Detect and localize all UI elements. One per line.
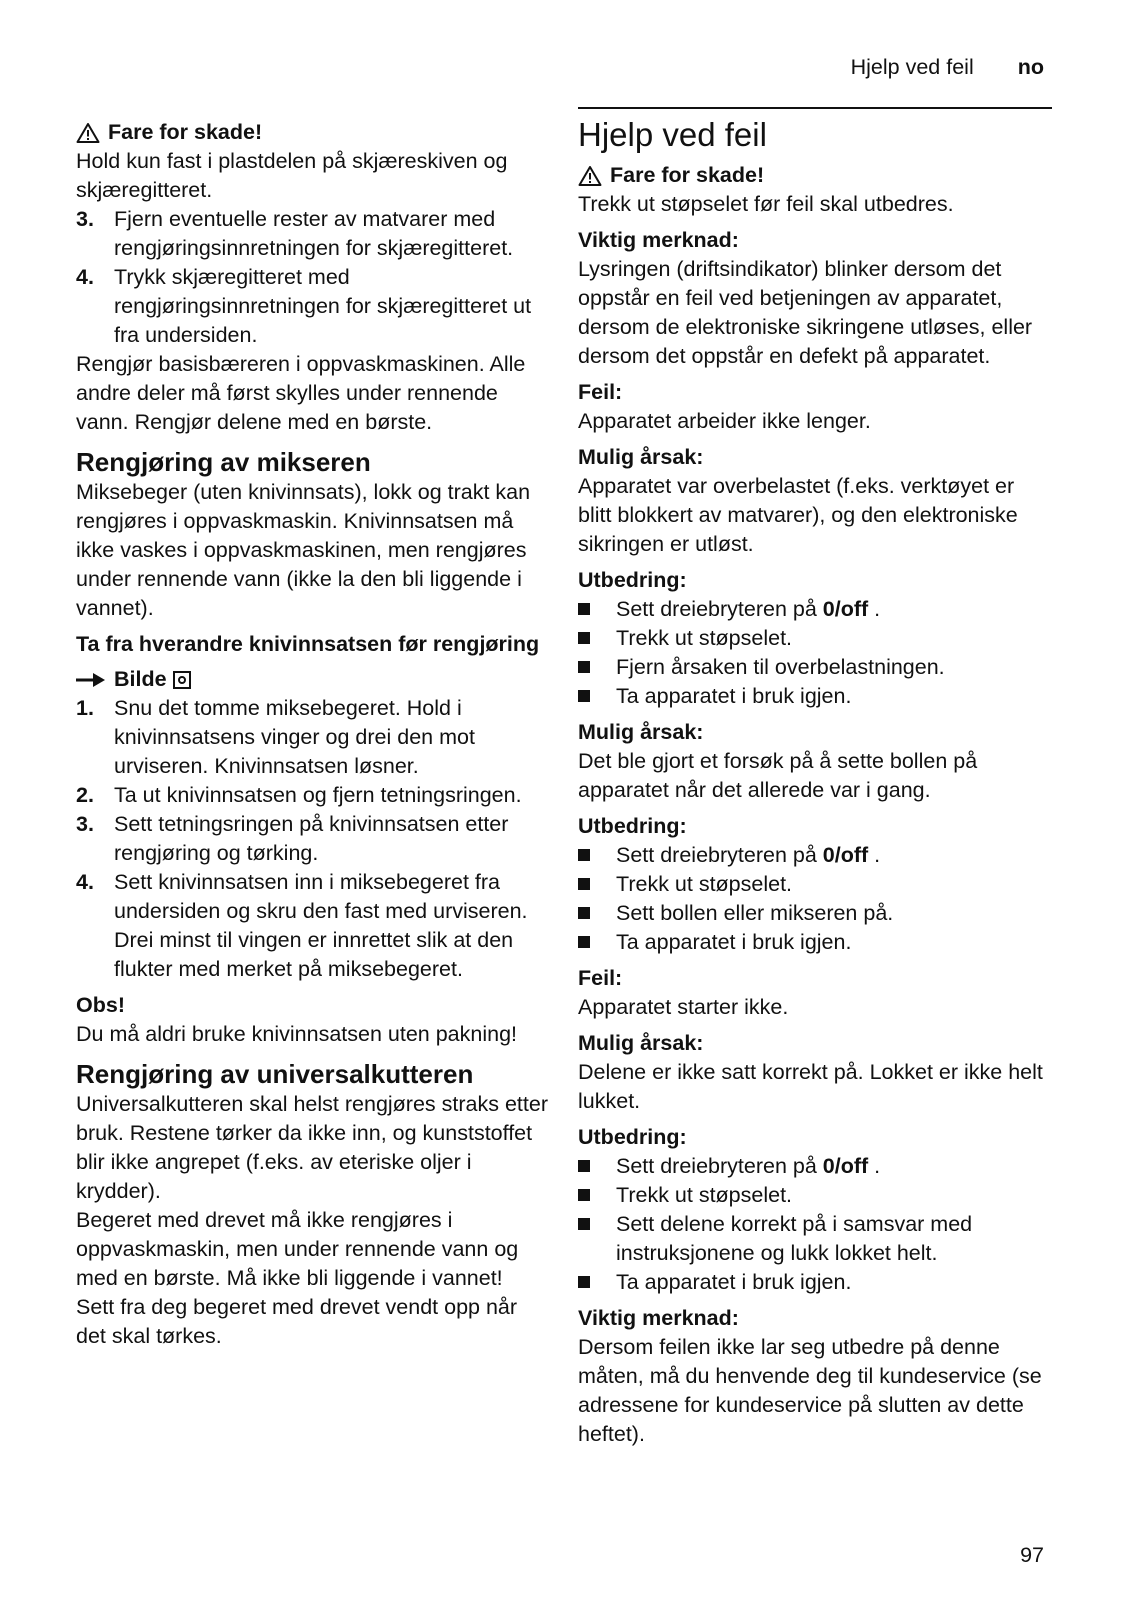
warning-heading bbox=[578, 161, 1052, 190]
steps-list-a bbox=[76, 205, 550, 350]
page-title: Hjelp ved feil bbox=[578, 116, 767, 153]
cause-heading: Mulig årsak: bbox=[578, 445, 704, 469]
right-column bbox=[578, 107, 1052, 1449]
list-item bbox=[578, 682, 1052, 711]
fix-item: Trekk ut støpselet. bbox=[616, 872, 793, 896]
square-bullet-icon bbox=[578, 653, 616, 682]
section-rule bbox=[578, 107, 1052, 109]
square-bullet-icon bbox=[578, 899, 616, 928]
note-heading: Viktig merknad: bbox=[578, 228, 739, 252]
arrow-right-icon bbox=[76, 673, 106, 687]
list-item bbox=[578, 1181, 1052, 1210]
fix-item: Fjern årsaken til overbelastningen. bbox=[616, 655, 945, 679]
square-bullet-icon bbox=[578, 595, 616, 624]
fix-item: Sett delene korrekt på i samsvar med instruksjonene og lukk lokket helt. bbox=[616, 1212, 973, 1265]
cleaning-paragraph: Rengjør basisbæreren i oppvaskmaskinen. Alle andre deler må først skylles under rennende vann. Rengjør delene med en børste. bbox=[76, 352, 526, 434]
step-number: 3. bbox=[76, 812, 94, 836]
warning-title: Fare for skade! bbox=[610, 163, 765, 187]
step-number: 1. bbox=[76, 696, 94, 720]
list-item bbox=[578, 595, 1052, 624]
square-bullet-icon bbox=[578, 1210, 616, 1268]
cause-heading: Mulig årsak: bbox=[578, 1031, 704, 1055]
list-item bbox=[76, 694, 550, 781]
list-item bbox=[76, 263, 550, 350]
obs-text: Du må aldri bruke knivinnsatsen uten pakning! bbox=[76, 1022, 518, 1046]
square-bullet-icon bbox=[578, 1181, 616, 1210]
fix-list bbox=[578, 1152, 1052, 1297]
list-item bbox=[76, 868, 550, 984]
fault-heading: Feil: bbox=[578, 966, 623, 990]
steps-list-b bbox=[76, 694, 550, 984]
fix-item: Sett bollen eller mikseren på. bbox=[616, 901, 894, 925]
step-text: Trykk skjæregitteret med rengjøringsinnretningen for skjæregitteret ut fra undersiden. bbox=[114, 265, 532, 347]
square-bullet-icon bbox=[578, 841, 616, 870]
fix-item: Trekk ut støpselet. bbox=[616, 626, 793, 650]
square-bullet-icon bbox=[578, 682, 616, 711]
mixer-paragraph: Miksebeger (uten knivinnsats), lokk og trakt kan rengjøres i oppvaskmaskin. Knivinnsatsen må ikke vaskes i oppvaskmaskinen, men rengjøres under rennende vann (ikke la den bli liggende i vannet). bbox=[76, 480, 531, 620]
fault-heading: Feil: bbox=[578, 380, 623, 404]
header-section-title: Hjelp ved feil bbox=[850, 54, 974, 79]
figure-box-icon bbox=[173, 671, 191, 689]
warning-title: Fare for skade! bbox=[108, 120, 263, 144]
fix-item: Sett dreiebryteren på 0/off . bbox=[616, 1154, 881, 1178]
list-item bbox=[76, 205, 550, 263]
fix-item: Ta apparatet i bruk igjen. bbox=[616, 930, 852, 954]
step-number: 2. bbox=[76, 783, 94, 807]
cause-heading: Mulig årsak: bbox=[578, 720, 704, 744]
page-number: 97 bbox=[1020, 1543, 1044, 1567]
note-text: Lysringen (driftsindikator) blinker dersom det oppstår en feil ved betjeningen av apparatet, dersom de elektroniske sikringene utløses, eller dersom det oppstår en defekt på apparatet. bbox=[578, 257, 1033, 368]
fix-heading: Utbedring: bbox=[578, 1125, 687, 1149]
note-heading: Viktig merknad: bbox=[578, 1306, 739, 1330]
square-bullet-icon bbox=[578, 624, 616, 653]
cutter-paragraph-3: Sett fra deg begeret med drevet vendt opp når det skal tørkes. bbox=[76, 1295, 518, 1348]
header-language-code: no bbox=[1017, 54, 1044, 79]
fix-heading: Utbedring: bbox=[578, 568, 687, 592]
step-text: Fjern eventuelle rester av matvarer med rengjøringsinnretningen for skjæregitteret. bbox=[114, 207, 514, 260]
step-number: 4. bbox=[76, 870, 94, 894]
list-item bbox=[578, 1268, 1052, 1297]
fix-item: Ta apparatet i bruk igjen. bbox=[616, 1270, 852, 1294]
list-item bbox=[578, 624, 1052, 653]
fix-item: Ta apparatet i bruk igjen. bbox=[616, 684, 852, 708]
cutter-section-title: Rengjøring av universalkutteren bbox=[76, 1059, 474, 1089]
cutter-paragraph-2: Begeret med drevet må ikke rengjøres i oppvaskmaskin, men under rennende vann og med en børste. Må ikke bli liggende i vannet! bbox=[76, 1208, 519, 1290]
warning-text: Trekk ut støpselet før feil skal utbedres. bbox=[578, 192, 954, 216]
fix-item: Sett dreiebryteren på 0/off . bbox=[616, 843, 881, 867]
square-bullet-icon bbox=[578, 1152, 616, 1181]
step-text: Sett knivinnsatsen inn i miksebegeret fra undersiden og skru den fast med urviseren. Drei minst til vingen er innrettet slik at den flukter med merket på miksebegeret. bbox=[114, 870, 528, 981]
list-item bbox=[578, 841, 1052, 870]
note-text: Dersom feilen ikke lar seg utbedre på denne måten, må du henvende deg til kundeservice (se adressene for kundeservice på slutten av dette heftet). bbox=[578, 1335, 1042, 1446]
fix-heading: Utbedring: bbox=[578, 814, 687, 838]
disassemble-heading: Ta fra hverandre knivinnsatsen før rengjøring bbox=[76, 632, 540, 656]
step-text: Sett tetningsringen på knivinnsatsen etter rengjøring og tørking. bbox=[114, 812, 509, 865]
figure-reference bbox=[76, 665, 550, 694]
step-number: 3. bbox=[76, 207, 94, 231]
cutter-paragraph-1: Universalkutteren skal helst rengjøres straks etter bruk. Restene tørker da ikke inn, og kunststoffet blir ikke angrepet (f.eks. av eteriske oljer i krydder). bbox=[76, 1092, 548, 1203]
square-bullet-icon bbox=[578, 928, 616, 957]
fix-list bbox=[578, 841, 1052, 957]
warning-triangle-icon bbox=[76, 122, 100, 144]
warning-text: Hold kun fast i plastdelen på skjæreskiven og skjæregitteret. bbox=[76, 149, 508, 202]
fix-list bbox=[578, 595, 1052, 711]
warning-triangle-icon bbox=[578, 165, 602, 187]
list-item bbox=[578, 899, 1052, 928]
list-item bbox=[578, 870, 1052, 899]
obs-heading: Obs! bbox=[76, 993, 125, 1017]
figure-label: Bilde bbox=[114, 667, 167, 691]
list-item bbox=[578, 928, 1052, 957]
step-text: Ta ut knivinnsatsen og fjern tetningsringen. bbox=[114, 783, 522, 807]
fix-item: Sett dreiebryteren på 0/off . bbox=[616, 597, 881, 621]
warning-heading bbox=[76, 118, 550, 147]
cause-text: Apparatet var overbelastet (f.eks. verktøyet er blitt blokkert av matvarer), og den elektroniske sikringen er utløst. bbox=[578, 474, 1018, 556]
square-bullet-icon bbox=[578, 1268, 616, 1297]
fault-text: Apparatet arbeider ikke lenger. bbox=[578, 409, 871, 433]
list-item bbox=[578, 653, 1052, 682]
square-bullet-icon bbox=[578, 870, 616, 899]
fix-item: Trekk ut støpselet. bbox=[616, 1183, 793, 1207]
list-item bbox=[578, 1152, 1052, 1181]
step-text: Snu det tomme miksebegeret. Hold i knivinnsatsens vinger og drei den mot urviseren. Knivinnsatsen løsner. bbox=[114, 696, 475, 778]
list-item bbox=[76, 781, 550, 810]
fault-text: Apparatet starter ikke. bbox=[578, 995, 789, 1019]
list-item bbox=[76, 810, 550, 868]
mixer-section-title: Rengjøring av mikseren bbox=[76, 447, 371, 477]
left-column bbox=[76, 118, 550, 1351]
cause-text: Delene er ikke satt korrekt på. Lokket er ikke helt lukket. bbox=[578, 1060, 1043, 1113]
running-header bbox=[851, 52, 1044, 82]
list-item bbox=[578, 1210, 1052, 1268]
cause-text: Det ble gjort et forsøk på å sette bollen på apparatet når det allerede var i gang. bbox=[578, 749, 978, 802]
step-number: 4. bbox=[76, 265, 94, 289]
